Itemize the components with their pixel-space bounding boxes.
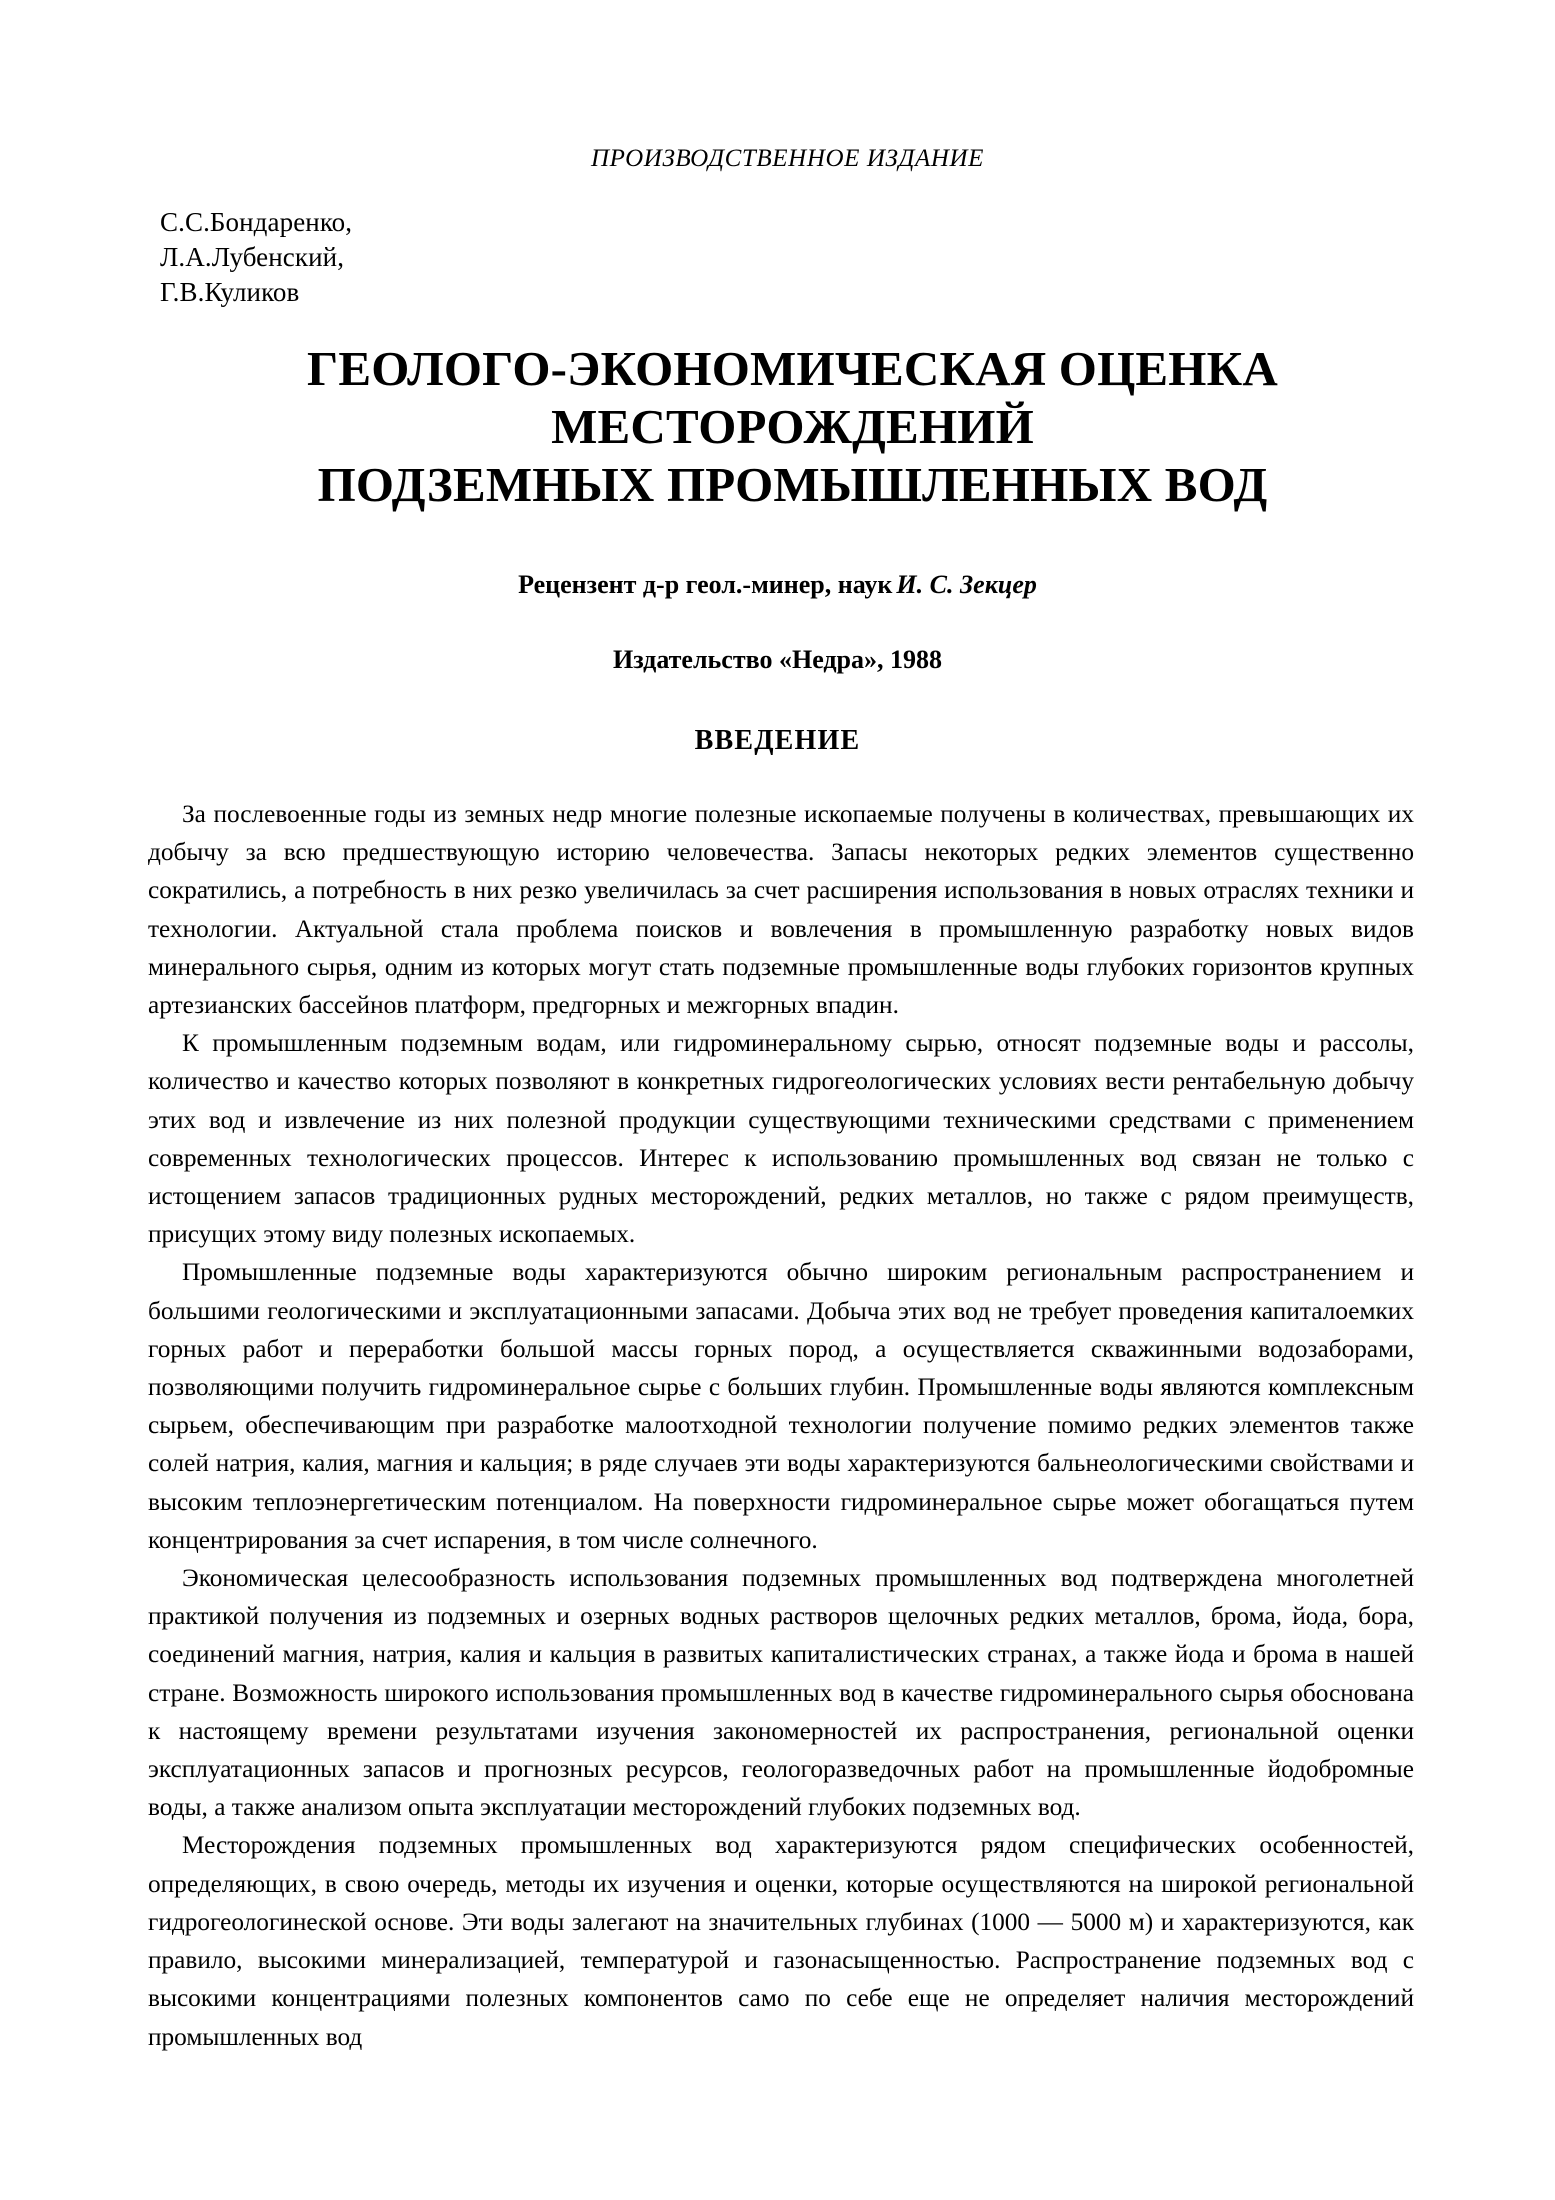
paragraph: К промышленным подземным водам, или гидроминеральному сырью, относят подземные воды и рассолы, количество и качество которых позволяют в конкретных гидрогеологических условиях вести рентабельную добычу этих вод и извлечение из них полезной продукции существующими техническими средствами с применением современных технологических процессов. Интерес к использованию промышленных вод связан не только с истощением запасов традиционных рудных месторождений, редких металлов, но также с рядом преимуществ, присущих этому виду полезных ископаемых. (148, 1029, 1414, 1249)
paragraph: Месторождения подземных промышленных вод характеризуются рядом специфических особенностей, определяющих, в свою очередь, методы их изучения и оценки, которые осуществляются на широкой региональной гидрогеологинеской основе. Эти воды залегают на значительных глубинах (1000 — 5000 м) и характеризуются, как правило, высокими минерализацией, температурой и газонасыщенностью. Распространение подземных вод с высокими концентрациями полезных компонентов само по себе еще не определяет наличия месторождений промышленных вод (148, 1831, 1414, 2051)
title-line: МЕСТОРОЖДЕНИЙ (551, 399, 1034, 454)
title-line: ПОДЗЕМНЫХ ПРОМЫШЛЕННЫХ ВОД (317, 457, 1268, 512)
title-line: ГЕОЛОГО-ЭКОНОМИЧЕСКАЯ ОЦЕНКА (307, 341, 1278, 396)
author-name: Г.В.Куликов (160, 277, 300, 307)
reviewer-line (0, 570, 1555, 600)
introduction-body (148, 795, 1414, 2056)
paragraph: Экономическая целесообразность использования подземных промышленных вод подтверждена многолетней практикой получения из подземных и озерных водных растворов щелочных редких металлов, брома, йода, бора, соединений магния, натрия, калия и кальция в развитых капиталистических странах, а также йода и брома в нашей стране. Возможность широкого использования промышленных вод в качестве гидроминерального сырья обоснована к настоящему времени результатами изучения закономерностей их распространения, региональной оценки эксплуатационных запасов и прогнозных ресурсов, геологоразведочных работ на промышленные йодобромные воды, а также анализом опыта эксплуатации месторождений глубоких подземных вод. (148, 1564, 1414, 1822)
reviewer-label: Рецензент д-р геол.-минер, наук (518, 570, 893, 599)
series-line: ПРОИЗВОДСТВЕННОЕ ИЗДАНИЕ (590, 145, 985, 172)
page-title (150, 340, 1435, 514)
author-name: С.С.Бондаренко, (160, 207, 353, 237)
section-heading-introduction: ВВЕДЕНИЕ (694, 725, 861, 756)
paragraph: За послевоенные годы из земных недр многие полезные ископаемые получены в количествах, превышающих их добычу за всю предшествующую историю человечества. Запасы некоторых редких элементов существенно сократились, а потребность в них резко увеличилась за счет расширения использования в новых отраслях техники и технологии. Актуальной стала проблема поисков и вовлечения в промышленную разработку новых видов минерального сырья, одним из которых могут стать подземные промышленные воды глубоких горизонтов крупных артезианских бассейнов платформ, предгорных и межгорных впадин. (148, 800, 1414, 1020)
author-name: Л.А.Лубенский, (160, 242, 345, 272)
reviewer-name: И. С. Зекцер (896, 570, 1037, 599)
publisher-line: Издательство «Недра», 1988 (612, 645, 943, 674)
author-block (160, 205, 352, 310)
paragraph: Промышленные подземные воды характеризуются обычно широким региональным распространением и большими геологическими и эксплуатационными запасами. Добыча этих вод не требует проведения капиталоемких горных работ и переработки большой массы горных пород, а осуществляется скважинными водозаборами, позволяющими получить гидроминеральное сырье с больших глубин. Промышленные воды являются комплексным сырьем, обеспечивающим при разработке малоотходной технологии получение помимо редких элементов также солей натрия, калия, магния и кальция; в ряде случаев эти воды характеризуются бальнеологическими свойствами и высоким теплоэнергетическим потенциалом. На поверхности гидроминеральное сырье может обогащаться путем концентрирования за счет испарения, в том числе солнечного. (148, 1258, 1414, 1554)
